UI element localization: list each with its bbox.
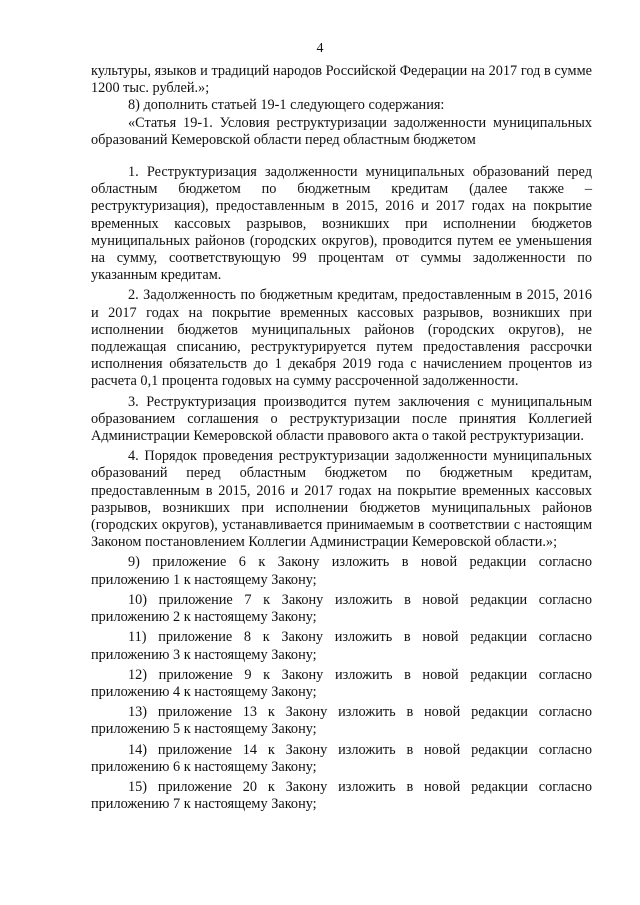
paragraph-item-14: 14) приложение 14 к Закону изложить в новой редакции согласно приложению 6 к настоящему Закону;: [91, 741, 592, 775]
paragraph-item-15: 15) приложение 20 к Закону изложить в новой редакции согласно приложению 7 к настоящему Закону;: [91, 778, 592, 813]
paragraph-item-8: 8) дополнить статьей 19-1 следующего содержания:: [128, 97, 445, 114]
article-clause-4: 4. Порядок проведения реструктуризации задолженности муниципальных образований перед областным бюджетом по бюджетным кредитам, предоставленным в 2015, 2016 и 2017 годах на покрытие временных кассовых разрывов, возникших при исполнении бюджетов муниципальных районов (городских округов), устанавливается принимаемым в соответствии с настоящим Законом постановлением Коллегии Администрации Кемеровской области.»;: [91, 448, 592, 551]
paragraph-item-13: 13) приложение 13 к Закону изложить в новой редакции согласно приложению 5 к настоящему Закону;: [91, 704, 592, 738]
paragraph-item-11: 11) приложение 8 к Закону изложить в новой редакции согласно приложению 3 к настоящему Закону;: [91, 629, 592, 663]
article-clause-2: 2. Задолженность по бюджетным кредитам, предоставленным в 2015, 2016 и 2017 годах на покрытие временных кассовых разрывов, возникших при исполнении бюджетов муниципальных районов (городских округов), не подлежащая списанию, реструктурируется путем предоставления рассрочки исполнения обязательств до 1 декабря 2019 года с начислением процентов из расчета 0,1 процента годовых на сумму рассроченной задолженности.: [91, 287, 592, 390]
article-clause-1: 1. Реструктуризация задолженности муниципальных образований перед областным бюджетом по бюджетным кредитам (далее также – реструктуризация), предоставленным в 2015, 2016 и 2017 годах на покрытие временных кассовых разрывов, возникших при исполнении бюджетов муниципальных районов (городских округов), проводится путем ее уменьшения на сумму, соответствующую 99 процентам от суммы задолженности по указанным кредитам.: [91, 164, 592, 284]
paragraph-item-10: 10) приложение 7 к Закону изложить в новой редакции согласно приложению 2 к настоящему Закону;: [91, 591, 592, 626]
paragraph-item-9: 9) приложение 6 к Закону изложить в новой редакции согласно приложению 1 к настоящему Закону;: [91, 554, 592, 588]
paragraph-item-12: 12) приложение 9 к Закону изложить в новой редакции согласно приложению 4 к настоящему Закону;: [91, 666, 592, 700]
article-clause-3: 3. Реструктуризация производится путем заключения с муниципальным образованием соглашения о реструктуризации после принятия Коллегией Администрации Кемеровской области правового акта о такой реструктуризации.: [91, 393, 592, 445]
page-number: 4: [316, 41, 324, 56]
document-body: [91, 63, 592, 813]
paragraph-continuation: культуры, языков и традиций народов Российской Федерации на 2017 год в сумме 1200 тыс. рублей.»;: [91, 63, 592, 97]
blank-line: [91, 149, 592, 164]
article-heading: «Статья 19-1. Условия реструктуризации задолженности муниципальных образований Кемеровской области перед областным бюджетом: [91, 114, 592, 148]
